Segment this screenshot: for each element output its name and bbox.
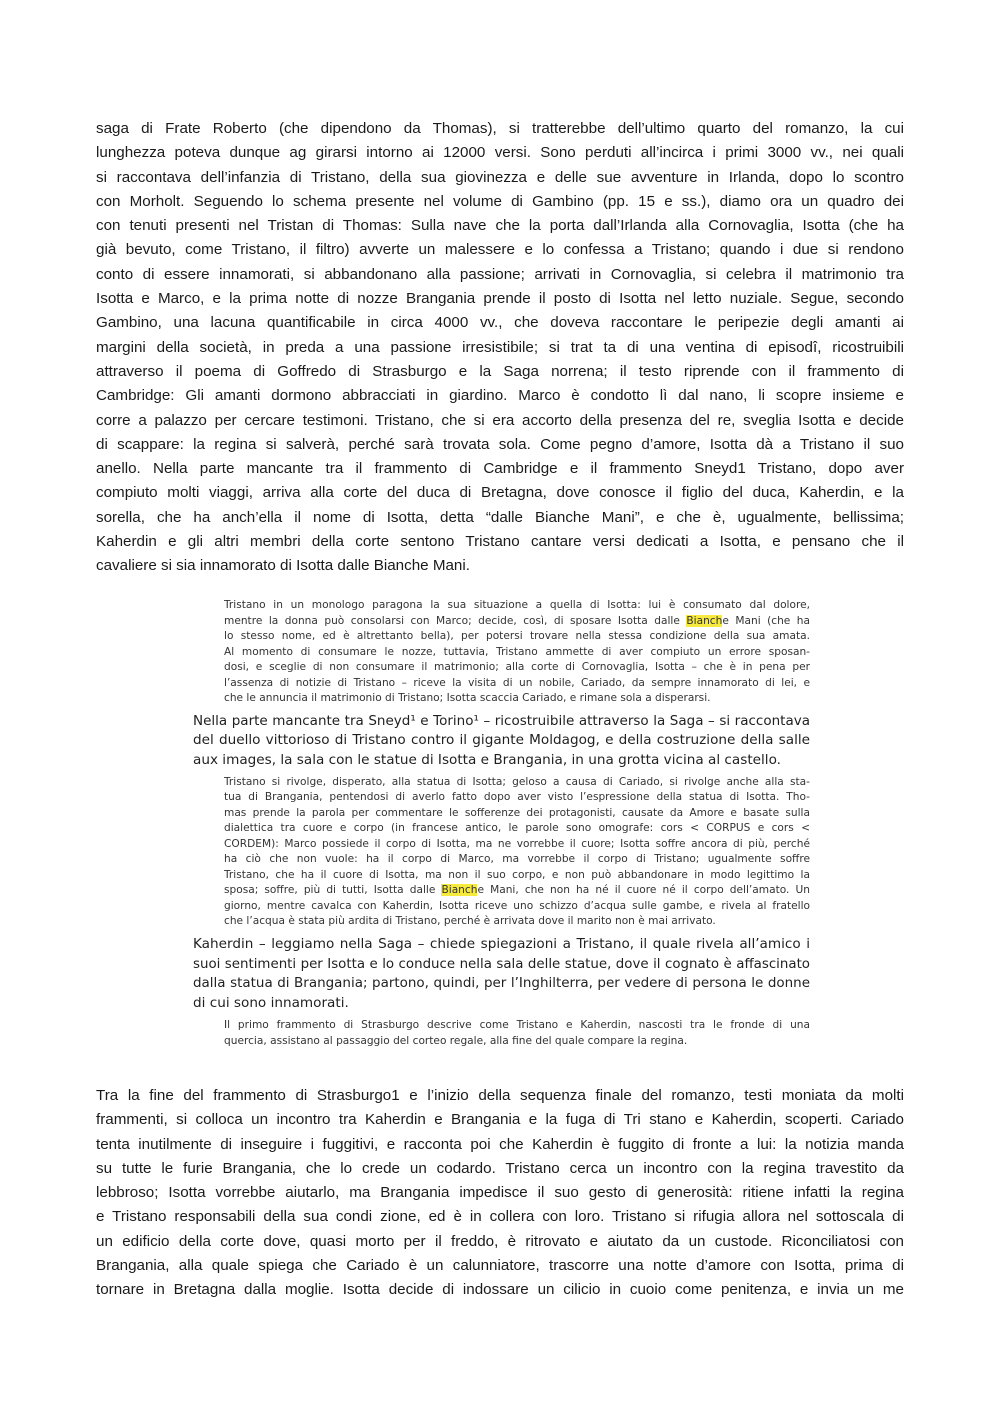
excerpt-line: Tristano, che ha il cuore di Isotta, ma non il suo corpo, e non può abbandonare in modo legittimo la [224,868,810,881]
paragraph-1 [96,117,904,579]
text-line: attraverso il poema di Goffredo di Strasburgo e la Saga norrena; il testo riprende con il frammento di [96,362,904,380]
text-line: tenta inutilmente di inseguire i fuggitivi, e racconta poi che Kaherdin è fuggito di fronte a lui: la notizia manda [96,1135,904,1153]
text-line: con tenuti presenti nel Tristan di Thomas: Sulla nave che la porta dall’Irlanda alla Cornovaglia, Isotta (che ha [96,217,904,235]
text-line: e Tristano responsabili della sua condi zione, ed è in collera con loro. Tristano si rifugia allora nel sottoscala di [96,1208,904,1226]
text-line: saga di Frate Roberto (che dipendono da Thomas), si tratterebbe dell’ultimo quarto del romanzo, la cui [96,120,904,137]
excerpt-line: tua di Brangania, pentendosi di averlo fatto dopo aver visto l’espressione della statua di Isotta. Tho- [224,791,810,804]
excerpt-line: giorno, mentre cavalca con Kaherdin, Isotta riceve uno schizzo d’acqua sulle gambe, e rivela al fratello [224,899,810,912]
text-line: già bevuto, come Tristano, il filtro) avverte un malessere e lo confessa a Tristano; quando i due si rendono [96,241,904,259]
text-line: Brangania, alla quale spiega che Cariado è un calunniatore, trascorre una notte d’amore con Isotta, prima di [96,1257,904,1275]
excerpt-line: mas prende la parola per commentare le sofferenze dei protagonisti, causate da Amore e basate sulla [224,806,810,819]
excerpt-line: mentre la donna può consolarsi con Marco; decide, così, di sposare Isotta dalle Bianche Mani (che ha [224,614,810,627]
text-line: di scappare: la regina si salverà, perché sarà trovata sola. Come pegno d’amore, Isotta dà a Tristano il suo [96,435,904,453]
text-line: Isotta e Marco, e la prima notte di nozze Brangania prende il posto di Isotta nel letto nuziale. Segue, secondo [96,290,904,308]
text-line: conto di essere innamorati, si abbandonano alla passione; arrivati in Cornovaglia, si celebra il matrimonio tra [96,265,904,283]
excerpt-line: dialettica tra cuore e corpo (in francese antico, le parole sono omografe: cors < CORPUS e cors < [224,822,810,835]
text-line: corre a palazzo per cercare testimoni. Tristano, che si era accorto della presenza del re, sveglia Isotta e decide [96,411,904,429]
excerpt-line: che l’acqua è stata più ardita di Tristano, perché è arrivata dove il marito non è mai arrivato. [224,915,716,928]
text-line: Cambridge: Gli amanti dormono abbracciati in giardino. Marco è condotto lì dal nano, li scopre insieme e [96,387,904,405]
excerpt-line: quercia, assistano al passaggio del corteo regale, alla fine del quale compare la regina. [224,1034,688,1047]
text-line: frammenti, si colloca un incontro tra Kaherdin e Brangania e la fuga di Tri stano e Kaherdin, scoperti. Cariado [96,1111,904,1129]
text-line: margini della società, in preda a una passione irresistibile; si trat ta di una ventina di episodî, ricostruibili [96,338,904,356]
text-line: su tutte le furie Brangania, che lo crede un codardo. Tristano cerca un incontro con la regina travestito da [96,1159,904,1177]
excerpt-line: Tristano in un monologo paragona la sua situazione a quella di Isotta: lui è consumato dal dolore, [224,599,810,611]
text-line: lebbroso; Isotta vorrebbe aiutarlo, ma Brangania impedisce il suo gesto di generosità: ritiene infatti la regina [96,1184,904,1202]
excerpt-block-4 [193,935,810,1014]
text-line: lunghezza poteva dunque ag girarsi intorno ai 12000 versi. Sono perduti all’incirca i primi 3000 vv., nei quali [96,144,904,162]
paragraph-2 [96,1084,904,1303]
excerpt-line: CORDEM): Marco possiede il corpo di Isotta, ma ne vorrebbe il cuore; Isotta soffre ancora di più, perché [224,837,810,850]
excerpt-line: dosi, e sceglie di non consumare il matrimonio; alla corte di Cornovaglia, Isotta – che è in pena per [224,661,810,673]
text-line: un edificio della corte dove, quasi morto per il freddo, è ritrovato e aiutato da un custode. Riconciliatosi con [96,1232,904,1250]
text-line: cavaliere si sia innamorato di Isotta dalle Bianche Mani. [96,557,470,575]
excerpt-line: ha ciò che non vuole: ha il corpo di Marco, ma vorrebbe il corpo di Tristano; ugualmente soffre [224,853,810,866]
text-line: Kaherdin e gli altri membri della corte sentono Tristano cantare versi dedicati a Isotta, e pensano che il [96,533,904,551]
text-line: tornare in Bretagna dalla moglie. Isotta decide di indossare un cilicio in cuoio come penitenza, e invia un me [96,1281,904,1299]
excerpt-line: che le annuncia il matrimonio di Tristano; Isotta scaccia Cariado, e rimane sola a disperarsi. [224,692,711,704]
text-line: Tra la fine del frammento di Strasburgo1 e l’inizio della sequenza finale del romanzo, testi moniata da molti [96,1087,904,1104]
excerpt-block-2 [193,712,810,771]
text-line: sorella, che ha anch’ella il nome di Isotta, detta “dalle Bianche Mani”, e che è, ugualmente, bellissima; [96,508,904,526]
excerpt-line: Kaherdin – leggiamo nella Saga – chiede spiegazioni a Tristano, il quale rivela all’amico i [193,935,810,952]
excerpt-line: suoi sentimenti per Isotta e lo conduce nella sala delle statue, dove il cognato è affascinato [193,956,810,972]
excerpt-line: Tristano si rivolge, disperato, alla statua di Isotta; geloso a causa di Cariado, si rivolge anche alla sta- [224,775,810,788]
excerpt-line: aux images, la sala con le statue di Isotta e Brangania, in una grotta vicina al castello. [193,752,781,769]
highlighted-text: Bianch [686,614,723,627]
text-line: anello. Nella parte mancante tra il frammento di Cambridge e il frammento Sneyd1 Tristano, dopo aver [96,460,904,478]
scanned-excerpt [193,598,810,1049]
highlighted-text: Bianch [441,884,478,897]
excerpt-line: sposa; soffre, più di tutti, Isotta dalle Bianche Mani, che non ha né il cuore né il corpo dell’amato. Un [224,884,810,897]
excerpt-line: di cui sono innamorati. [193,995,349,1012]
excerpt-line: del duello vittorioso di Tristano contro il gigante Moldagog, e della costruzione della salle [193,732,810,749]
text-line: compiuto molti viaggi, arriva alla corte del duca di Bretagna, dove conosce il figlio del duca, Kaherdin, e la [96,484,904,502]
excerpt-line: Al momento di consumare le nozze, tuttavia, Tristano ammette di aver compiuto un errore sposan- [224,645,810,658]
excerpt-block-5 [224,1018,810,1049]
excerpt-line: Nella parte mancante tra Sneyd¹ e Torino¹ – ricostruibile attraverso la Saga – si raccontava [193,712,810,729]
excerpt-line: lo stesso nome, ed è altrettanto bella), per potersi trovare nella stessa condizione della sua amata. [224,630,810,642]
excerpt-line: dalla statua di Brangania; partono, quindi, per l’Inghilterra, per vedere di persona le donne [193,975,810,992]
text-line: Gambino, una lacuna quantificabile in circa 4000 vv., che doveva raccontare le peripezie degli amanti ai [96,314,904,332]
text-line: con Morholt. Seguendo lo schema presente nel volume di Gambino (pp. 15 e ss.), diamo ora un quadro dei [96,192,904,210]
excerpt-block-1 [224,598,810,707]
excerpt-line: Il primo frammento di Strasburgo descrive come Tristano e Kaherdin, nascosti tra le fronde di una [224,1019,810,1032]
text-line: si raccontava dell’infanzia di Tristano, della sua giovinezza e delle sue avventure in Irlanda, dopo lo scontro [96,168,904,186]
excerpt-block-3 [224,775,810,930]
excerpt-line: l’assenza di notizie di Tristano – riceve la visita di un nobile, Cariado, da sempre innamorato di lei, e [224,676,810,689]
